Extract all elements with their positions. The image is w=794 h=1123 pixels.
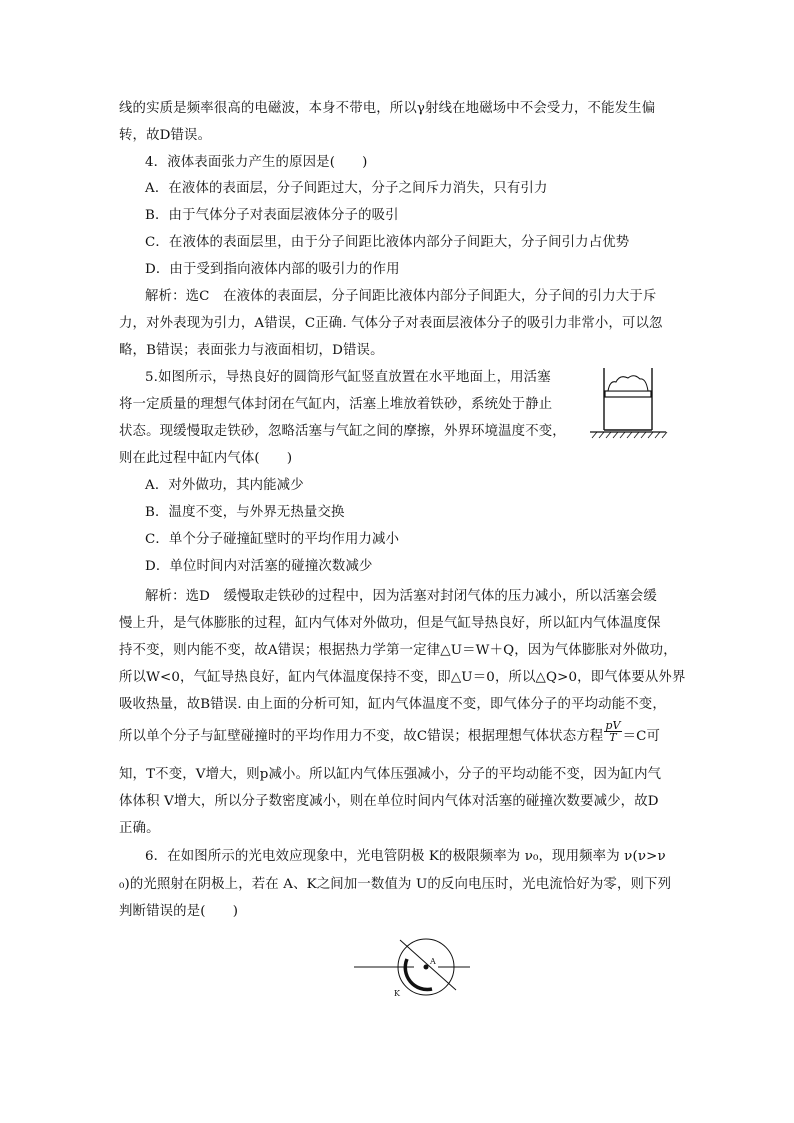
- question-5-answer: 体体积 V增大，所以分子数密度减小，则在单位时间内气体对活塞的碰撞次数要减少，故D: [119, 794, 659, 809]
- question-4-option-d: D．由于受到指向液体内部的吸引力的作用: [145, 262, 400, 277]
- question-5-option-c: C．单个分子碰撞缸壁时的平均作用力减小: [145, 532, 400, 547]
- question-4-option-a: A．在液体的表面层，分子间距过大，分子之间斥力消失，只有引力: [145, 181, 548, 196]
- question-5-stem: 5.如图所示，导热良好的圆筒形气缸竖直放置在水平地面上，用活塞: [145, 370, 551, 385]
- question-5-option-d: D．单位时间内对活塞的碰撞次数减少: [145, 559, 373, 574]
- question-5-answer: 解析：选D 缓慢取走铁砂的过程中，因为活塞对封闭气体的压力减小，所以活塞会缓: [145, 589, 657, 604]
- text-line: 线的实质是频率很高的电磁波，本身不带电，所以γ射线在地磁场中不会受力，不能发生偏: [119, 101, 656, 116]
- question-5-answer: 持不变，则内能不变，故A错误；根据热力学第一定律△U＝W＋Q，因为气体膨胀对外做功，: [119, 643, 677, 658]
- question-4-stem: 4．液体表面张力产生的原因是( ): [145, 155, 368, 170]
- ideal-gas-fraction: [604, 720, 621, 743]
- question-4-answer: 力，对外表现为引力，A错误，C正确. 气体分子对表面层液体分子的吸引力非常小，可以忽: [119, 316, 663, 331]
- anode-label: A: [430, 957, 436, 966]
- question-5-answer: 慢上升，是气体膨胀的过程，缸内气体对外做功，但是气缸导热良好，所以缸内气体温度保: [119, 616, 661, 631]
- question-4-answer: 解析：选C 在液体的表面层，分子间距比液体内部分子间距大，分子间的引力大于斥: [145, 289, 657, 304]
- answer-text: 所以单个分子与缸壁碰撞时的平均作用力不变，故C错误；根据理想气体状态方程: [119, 729, 604, 744]
- question-5-stem: 状态。现缓慢取走铁砂，忽略活塞与气缸之间的摩擦，外界环境温度不变，: [119, 424, 566, 439]
- cathode-label: K: [394, 989, 400, 998]
- question-5-answer: 吸收热量，故B错误. 由上面的分析可知，缸内气体温度不变，即气体分子的平均动能不变，: [119, 697, 666, 712]
- fraction-numerator: pV: [605, 719, 621, 732]
- photoelectric-tube-figure: [352, 936, 472, 1002]
- question-6-stem: ₀)的光照射在阴极上，若在 A、K之间加一数值为 U的反向电压时，光电流恰好为零，则下列: [119, 877, 672, 892]
- question-5-answer-with-formula: [119, 719, 661, 746]
- question-4-answer: 略，B错误；表面张力与液面相切，D错误。: [119, 343, 384, 358]
- question-5-option-b: B．温度不变，与外界无热量交换: [145, 505, 345, 520]
- question-5-answer: 正确。: [119, 821, 160, 836]
- answer-text: ＝C可: [622, 729, 661, 744]
- question-4-option-c: C．在液体的表面层里，由于分子间距比液体内部分子间距大，分子间引力占优势: [145, 235, 630, 250]
- question-5-stem: 将一定质量的理想气体封闭在气缸内，活塞上堆放着铁砂，系统处于静止: [119, 397, 553, 412]
- text-line: 转，故D错误。: [119, 128, 212, 143]
- question-5-stem: 则在此过程中缸内气体( ): [119, 451, 293, 466]
- question-5-answer: 知，T不变，V增大，则p减小。所以缸内气体压强减小，分子的平均动能不变，因为缸内气: [119, 767, 662, 782]
- question-6-stem: 6．在如图所示的光电效应现象中，光电管阴极 K的极限频率为 ν₀，现用频率为 ν(ν>ν: [145, 849, 666, 864]
- fraction-denominator: T: [609, 731, 617, 744]
- question-5-option-a: A．对外做功，其内能减少: [145, 478, 304, 493]
- question-4-option-b: B．由于气体分子对表面层液体分子的吸引: [145, 208, 399, 223]
- question-6-stem: 判断错误的是( ): [119, 904, 239, 919]
- cylinder-piston-figure: [588, 364, 668, 440]
- question-5-answer: 所以W<0，气缸导热良好，缸内气体温度保持不变，即△U＝0，所以△Q>0，即气体要从外界: [119, 670, 686, 685]
